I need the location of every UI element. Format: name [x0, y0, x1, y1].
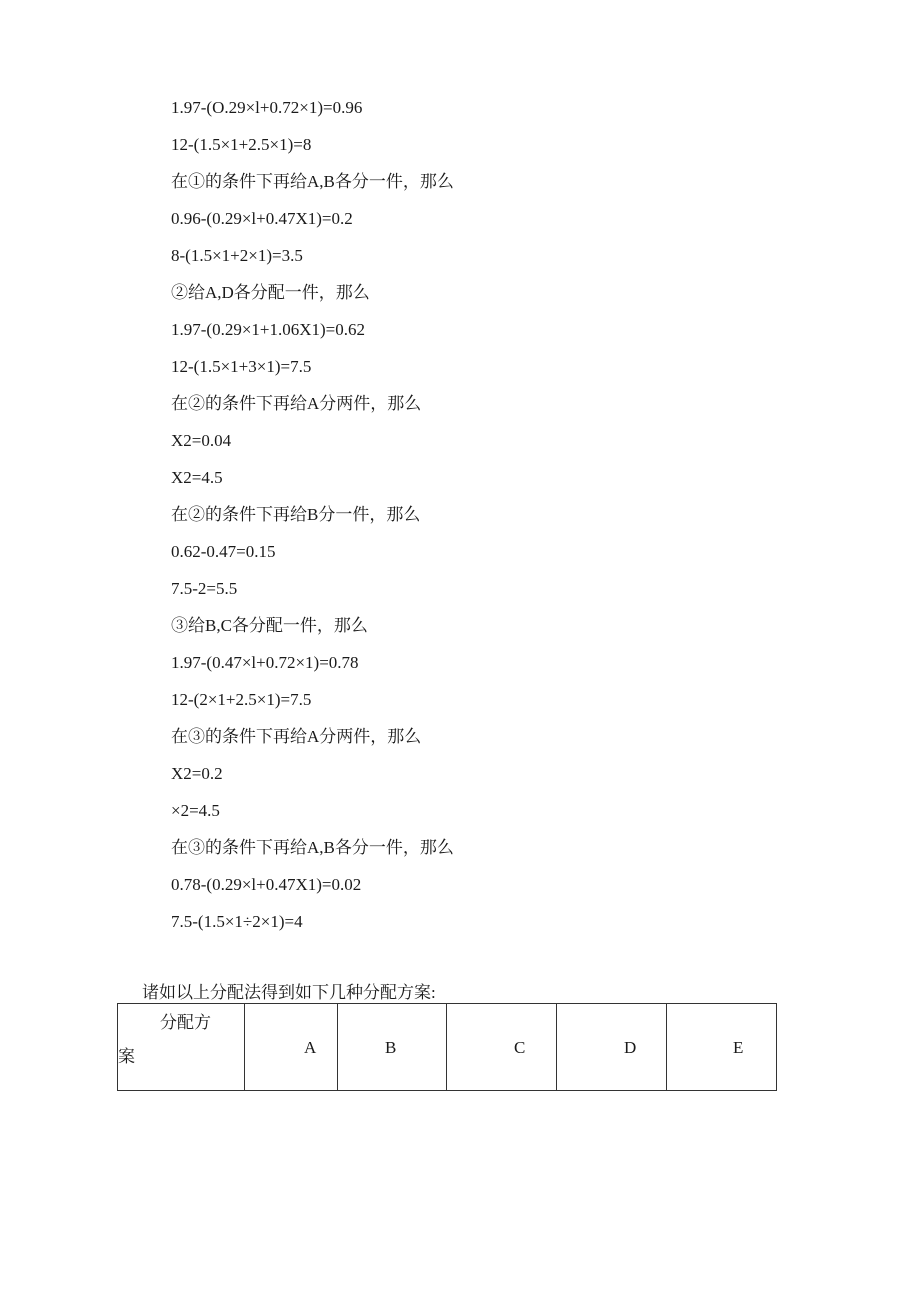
header-label-top: 分配方 — [160, 1013, 211, 1032]
calc-line: 在②的条件下再给A分两件，那么 — [171, 394, 422, 413]
column-header-c — [447, 1004, 557, 1091]
column-label: A — [304, 1038, 317, 1057]
allocation-table — [117, 1003, 777, 1091]
calc-line: 在③的条件下再给A,B各分一件，那么 — [171, 838, 454, 857]
calc-line: 12-(2×1+2.5×1)=7.5 — [171, 690, 312, 709]
column-label: D — [624, 1038, 637, 1057]
calc-line: 0.96-(0.29×l+0.47X1)=0.2 — [171, 209, 353, 228]
calculation-lines — [171, 96, 454, 947]
calc-line: 在③的条件下再给A分两件，那么 — [171, 727, 422, 746]
calc-line: 1.97-(0.29×1+1.06X1)=0.62 — [171, 320, 366, 339]
calc-line: 8-(1.5×1+2×1)=3.5 — [171, 246, 303, 265]
calc-line: 7.5-2=5.5 — [171, 579, 238, 598]
calc-line: 在②的条件下再给B分一件，那么 — [171, 505, 421, 524]
intro-text: 诸如以上分配法得到如下几种分配方案: — [142, 983, 436, 1002]
calc-line: 7.5-(1.5×1÷2×1)=4 — [171, 912, 303, 931]
calc-line: 1.97-(O.29×l+0.72×1)=0.96 — [171, 98, 363, 117]
column-label: B — [385, 1038, 397, 1057]
calc-line: ②给A,D各分配一件，那么 — [171, 283, 370, 302]
calc-line: X2=0.2 — [171, 764, 223, 783]
column-header-b — [338, 1004, 447, 1091]
calc-line: X2=4.5 — [171, 468, 223, 487]
column-header-e — [667, 1004, 777, 1091]
calc-line: ×2=4.5 — [171, 801, 220, 820]
calc-line: 0.62-0.47=0.15 — [171, 542, 276, 561]
column-header-a — [245, 1004, 338, 1091]
calc-line: X2=0.04 — [171, 431, 232, 450]
calc-line: ③给B,C各分配一件，那么 — [171, 616, 368, 635]
column-label: E — [733, 1038, 744, 1057]
calc-line: 在①的条件下再给A,B各分一件，那么 — [171, 172, 454, 191]
header-label-bottom: 案 — [118, 1047, 135, 1066]
calc-line: 12-(1.5×1+3×1)=7.5 — [171, 357, 312, 376]
table-header-cell — [118, 1004, 245, 1091]
table-row — [118, 1004, 777, 1091]
calc-line: 0.78-(0.29×l+0.47X1)=0.02 — [171, 875, 362, 894]
calc-line: 12-(1.5×1+2.5×1)=8 — [171, 135, 312, 154]
column-label: C — [514, 1038, 526, 1057]
calc-line: 1.97-(0.47×l+0.72×1)=0.78 — [171, 653, 359, 672]
column-header-d — [557, 1004, 667, 1091]
